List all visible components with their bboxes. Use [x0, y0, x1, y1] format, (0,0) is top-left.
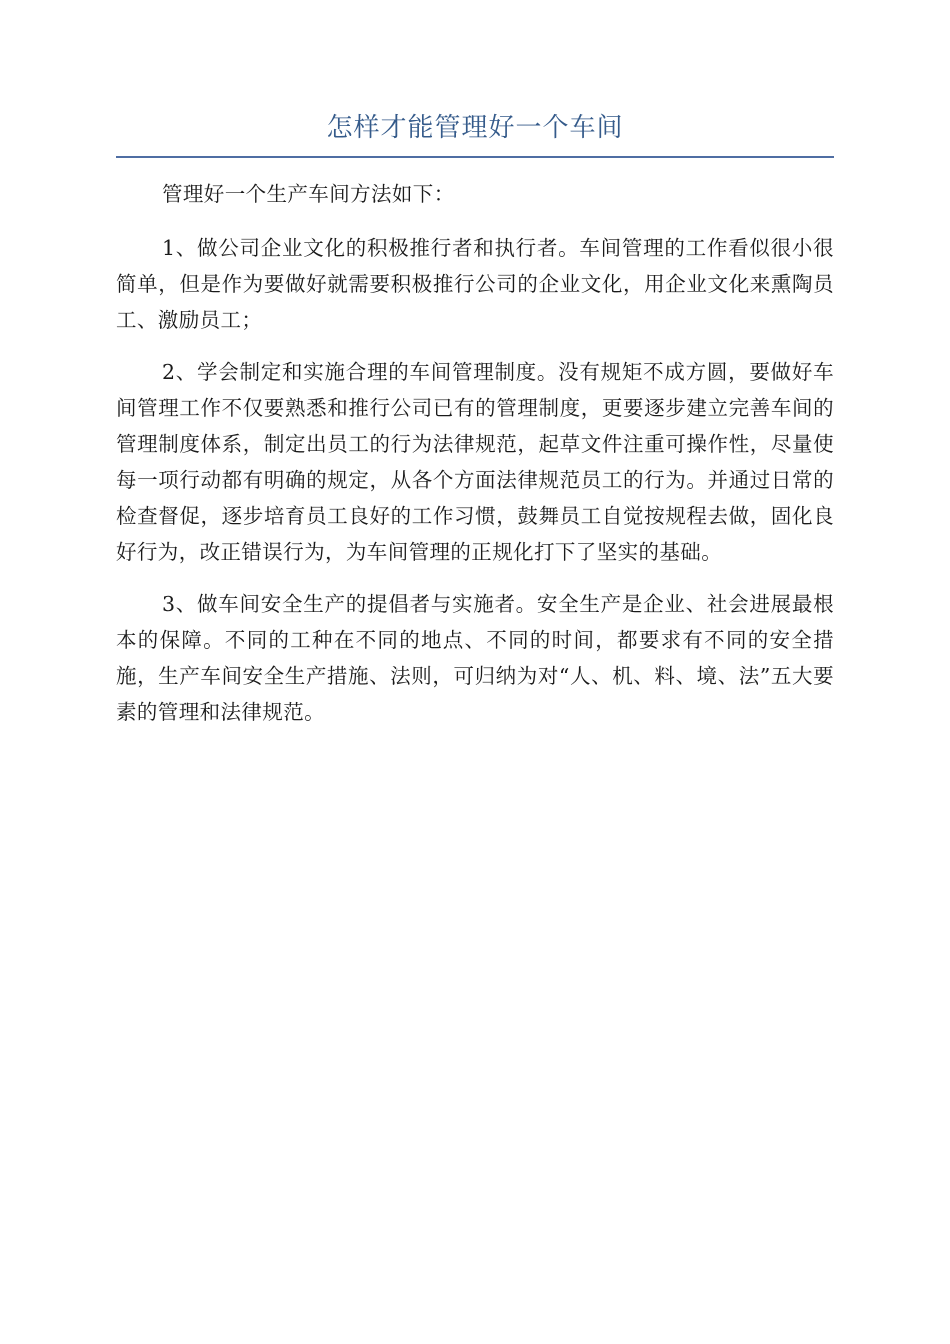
paragraph-3: 3、做车间安全生产的提倡者与实施者。安全生产是企业、社会进展最根本的保障。不同的工种在不同的地点、不同的时间，都要求有不同的安全措施，生产车间安全生产措施、法则，可归纳为对“人、机、料、境、法”五大要素的管理和法律规范。 — [116, 592, 834, 724]
title-block — [116, 108, 834, 158]
paragraph-2: 2、学会制定和实施合理的车间管理制度。没有规矩不成方圆，要做好车间管理工作不仅要熟悉和推行公司已有的管理制度，更要逐步建立完善车间的管理制度体系，制定出员工的行为法律规范，起草文件注重可操作性，尽量使每一项行动都有明确的规定，从各个方面法律规范员工的行为。并通过日常的检查督促，逐步培育员工良好的工作习惯，鼓舞员工自觉按规程去做，固化良好行为，改正错误行为，为车间管理的正规化打下了坚实的基础。 — [116, 360, 834, 564]
intro-paragraph: 管理好一个生产车间方法如下： — [162, 182, 455, 206]
paragraph-1: 1、做公司企业文化的积极推行者和执行者。车间管理的工作看似很小很简单，但是作为要做好就需要积极推行公司的企业文化，用企业文化来熏陶员工、激励员工； — [116, 236, 834, 332]
page-title: 怎样才能管理好一个车间 — [326, 113, 624, 143]
document-body — [116, 176, 834, 746]
